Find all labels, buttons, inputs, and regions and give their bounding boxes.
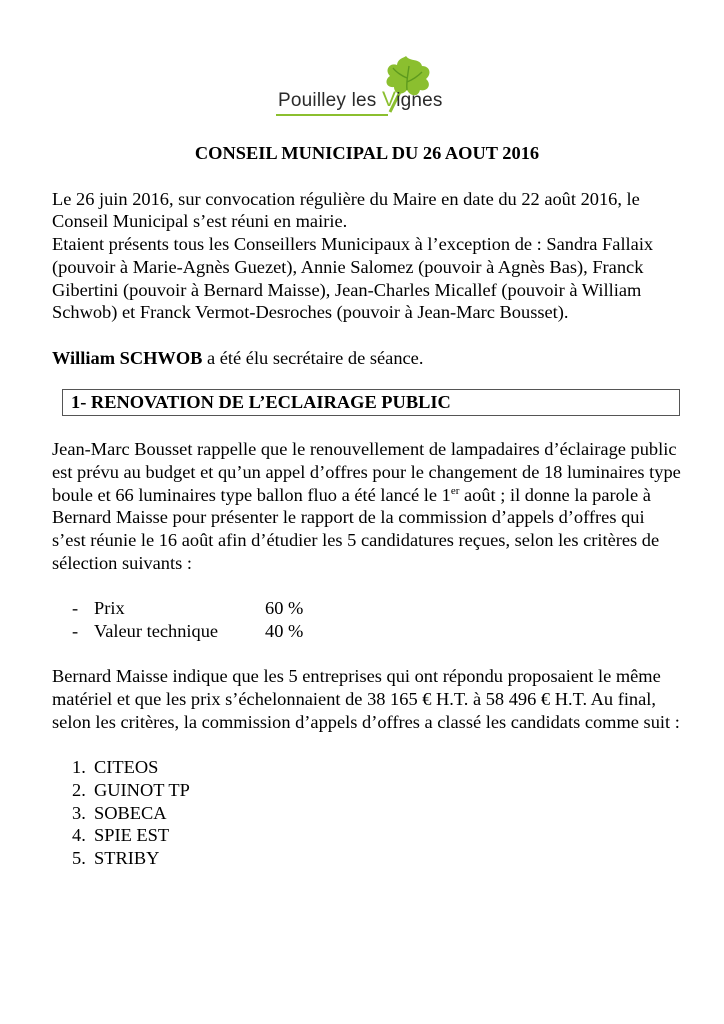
secretary-name: William SCHWOB	[52, 347, 203, 368]
logo-v: V	[381, 88, 397, 111]
criteria-item: - Prix 60 %	[72, 598, 304, 619]
list-item: 4. SPIE EST	[72, 825, 170, 846]
logo-text: Pouilley les Vignes	[278, 88, 443, 111]
list-item: 1. CITEOS	[72, 757, 159, 778]
section-heading: 1- RENOVATION DE L’ECLAIRAGE PUBLIC	[62, 389, 680, 416]
criteria-item: - Valeur technique 40 %	[72, 620, 304, 641]
intro-paragraph-2: Etaient présents tous les Conseillers Municipaux à l’exception de : Sandra Fallaix (pouvoir à Marie-Agnès Guezet), Annie Salomez (pouvoir à Agnès Bas), Franck Gibertini (pouvoir à Bernard Maisse), Jean-Charles Micallef (pouvoir à William Schwob) et Franck Vermot-Desroches (pouvoir à Jean-Marc Bousset).	[52, 234, 654, 323]
logo-underline	[276, 114, 388, 116]
document-body	[52, 142, 682, 870]
list-item: 2. GUINOT TP	[72, 779, 190, 800]
section-paragraph-1: Jean-Marc Bousset rappelle que le renouvellement de lampadaires d’éclairage public est prévu au budget et qu’un appel d’offres pour le changement de 18 luminaires type boule et 66 luminaires type ballon fluo a été lancé le 1er août ; il donne la parole à Bernard Maisse pour présenter le rapport de la commission d’appels d’offres qui s’est réunie le 16 août afin d’étudier les 5 candidatures reçues, selon les critères de sélection suivants :	[52, 439, 681, 573]
ranking-list	[52, 756, 682, 870]
list-item: 5. STRIBY	[72, 847, 160, 868]
secretary-paragraph: William SCHWOB a été élu secrétaire de séance.	[52, 347, 424, 368]
intro-paragraph-1: Le 26 juin 2016, sur convocation régulière du Maire en date du 22 août 2016, le Conseil Municipal s’est réuni en mairie.	[52, 188, 640, 232]
list-item: 3. SOBECA	[72, 802, 167, 823]
section-paragraph-2: Bernard Maisse indique que les 5 entreprises qui ont répondu proposaient le même matériel et que les prix s’échelonnaient de 38 165 € H.T. à 58 496 € H.T. Au final, selon les critères, la commission d’appels d’offres a classé les candidats comme suit :	[52, 666, 680, 732]
logo	[272, 52, 462, 122]
criteria-list	[52, 597, 682, 642]
page-title: CONSEIL MUNICIPAL DU 26 AOUT 2016	[194, 143, 540, 163]
